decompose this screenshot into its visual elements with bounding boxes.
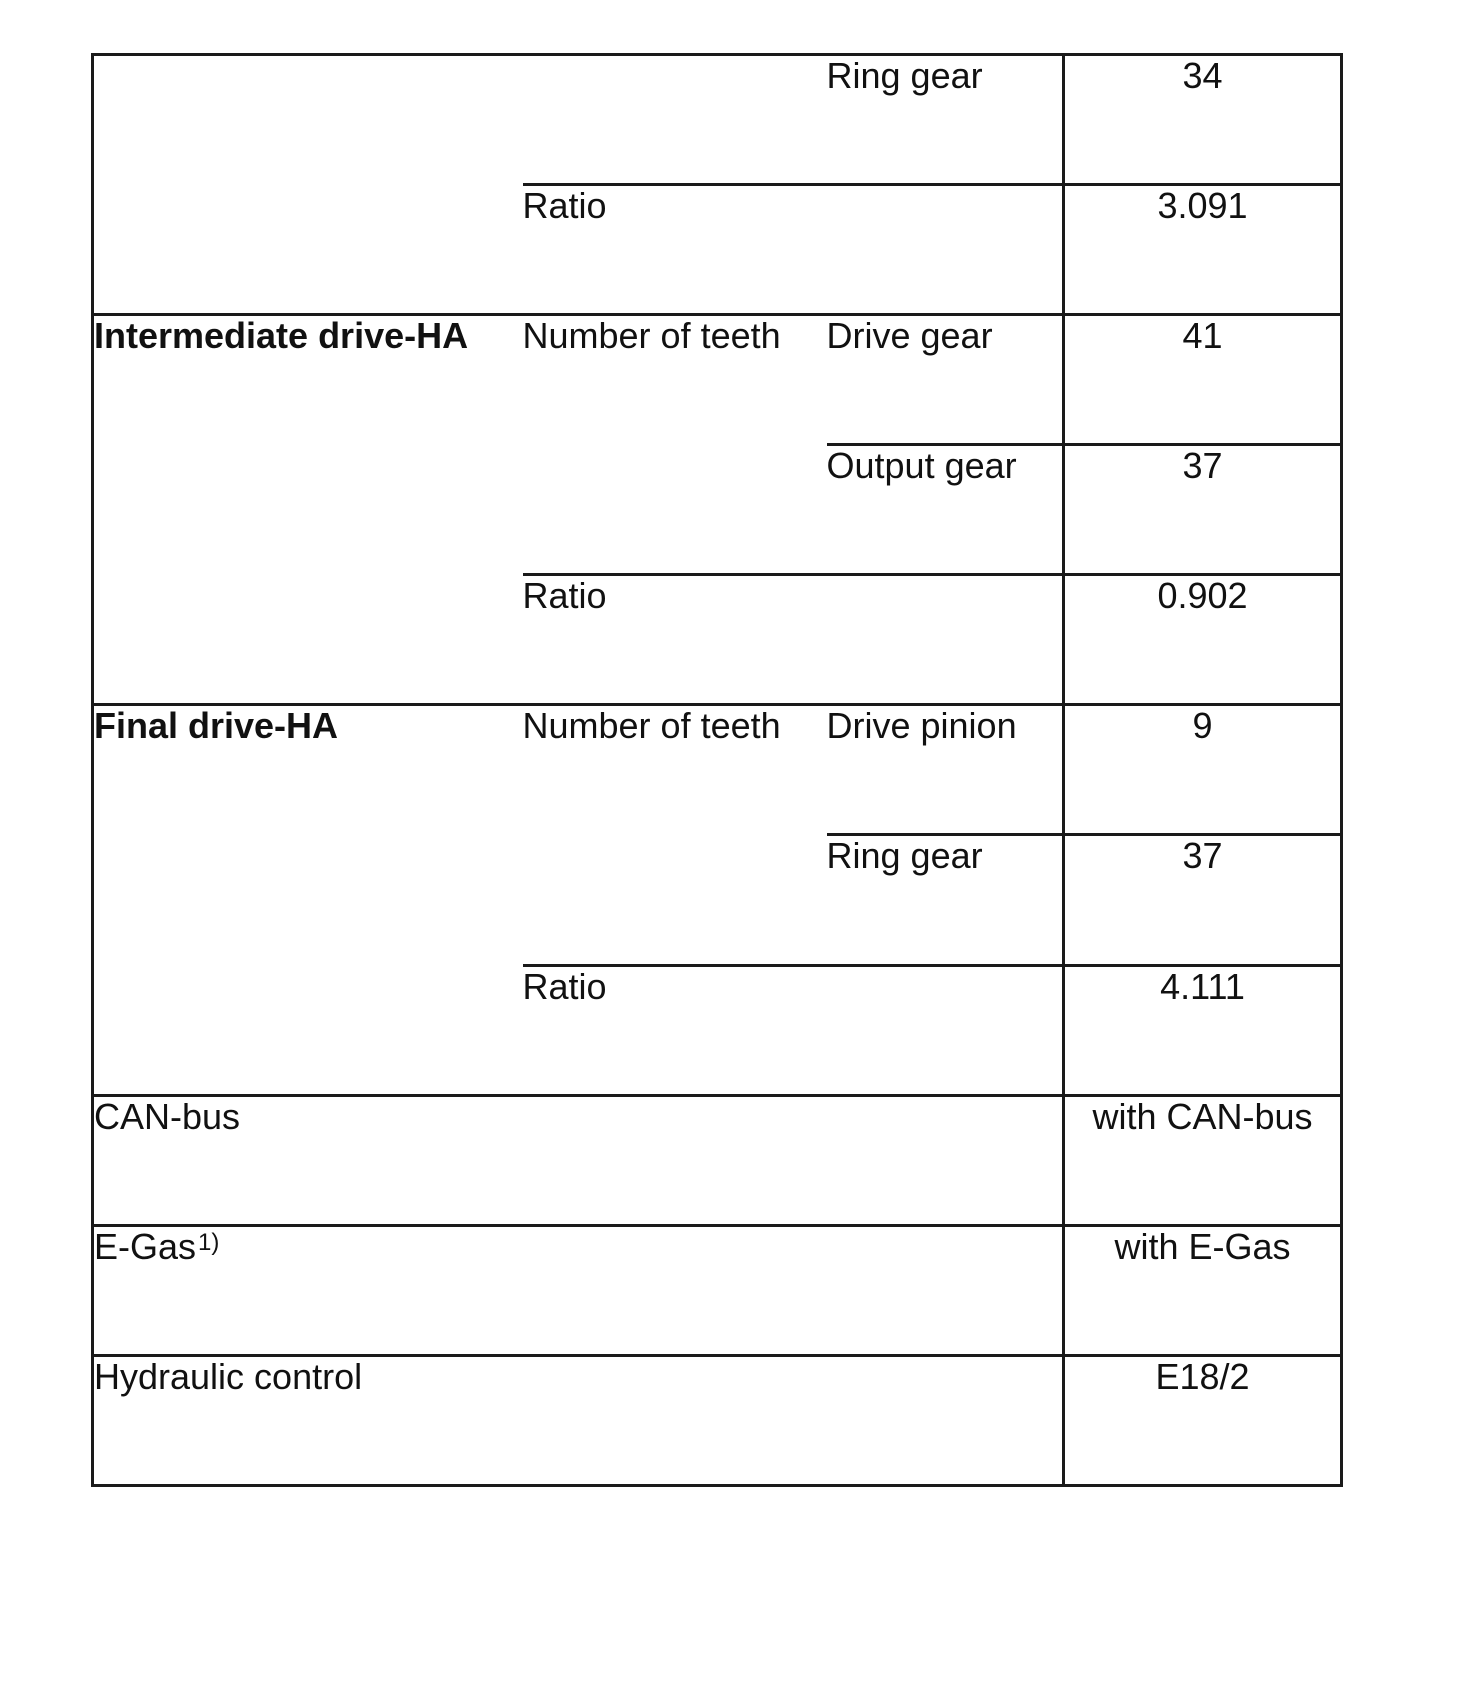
sub-cell: Ratio (523, 185, 1064, 315)
table-row (93, 185, 1342, 315)
item-cell: Output gear (827, 445, 1064, 575)
value-cell: 9 (1064, 705, 1342, 835)
table-row (93, 1095, 1342, 1225)
item-cell: Ring gear (826, 55, 983, 96)
sub-cell: Number of teeth (523, 705, 827, 835)
category-cell: Hydraulic control (93, 1355, 1064, 1485)
item-cell: Drive gear (827, 315, 1064, 445)
category-cell (93, 1225, 1064, 1355)
table-row (93, 835, 1342, 965)
table-row (93, 55, 1342, 185)
category-label: E-Gas (94, 1225, 197, 1267)
footnote-marker: 1) (198, 1228, 220, 1256)
table-cell (93, 965, 523, 1095)
table-row (93, 1355, 1342, 1485)
table-row (93, 1225, 1342, 1355)
category-cell: CAN-bus (93, 1095, 1064, 1225)
value-cell: with CAN-bus (1064, 1095, 1342, 1225)
value-cell: 37 (1064, 445, 1342, 575)
table-row (93, 575, 1342, 705)
value-cell: 41 (1064, 315, 1342, 445)
table-row (93, 315, 1342, 445)
table-cell (93, 835, 827, 965)
item-cell: Ring gear (827, 835, 1064, 965)
category-cell: Intermediate drive-HA (93, 315, 523, 445)
table-row (93, 705, 1342, 835)
sub-cell: Ratio (523, 965, 1064, 1095)
value-cell: 34 (1064, 55, 1342, 185)
table-cell (93, 185, 523, 315)
category-cell: Final drive-HA (93, 705, 523, 835)
table-cell (93, 445, 827, 575)
sub-cell: Number of teeth (523, 315, 827, 445)
value-cell: E18/2 (1064, 1355, 1342, 1485)
sub-cell: Ratio (523, 575, 1064, 705)
table-cell (93, 575, 523, 705)
value-cell: 0.902 (1064, 575, 1342, 705)
item-cell: Drive pinion (827, 705, 1064, 835)
value-cell: 4.111 (1064, 965, 1342, 1095)
table-cell (93, 55, 827, 185)
value-cell: 37 (1064, 835, 1342, 965)
spec-table (91, 53, 1343, 1487)
value-cell: with E-Gas (1064, 1225, 1342, 1355)
table-row (93, 445, 1342, 575)
value-cell: 3.091 (1064, 185, 1342, 315)
table-row (93, 965, 1342, 1095)
